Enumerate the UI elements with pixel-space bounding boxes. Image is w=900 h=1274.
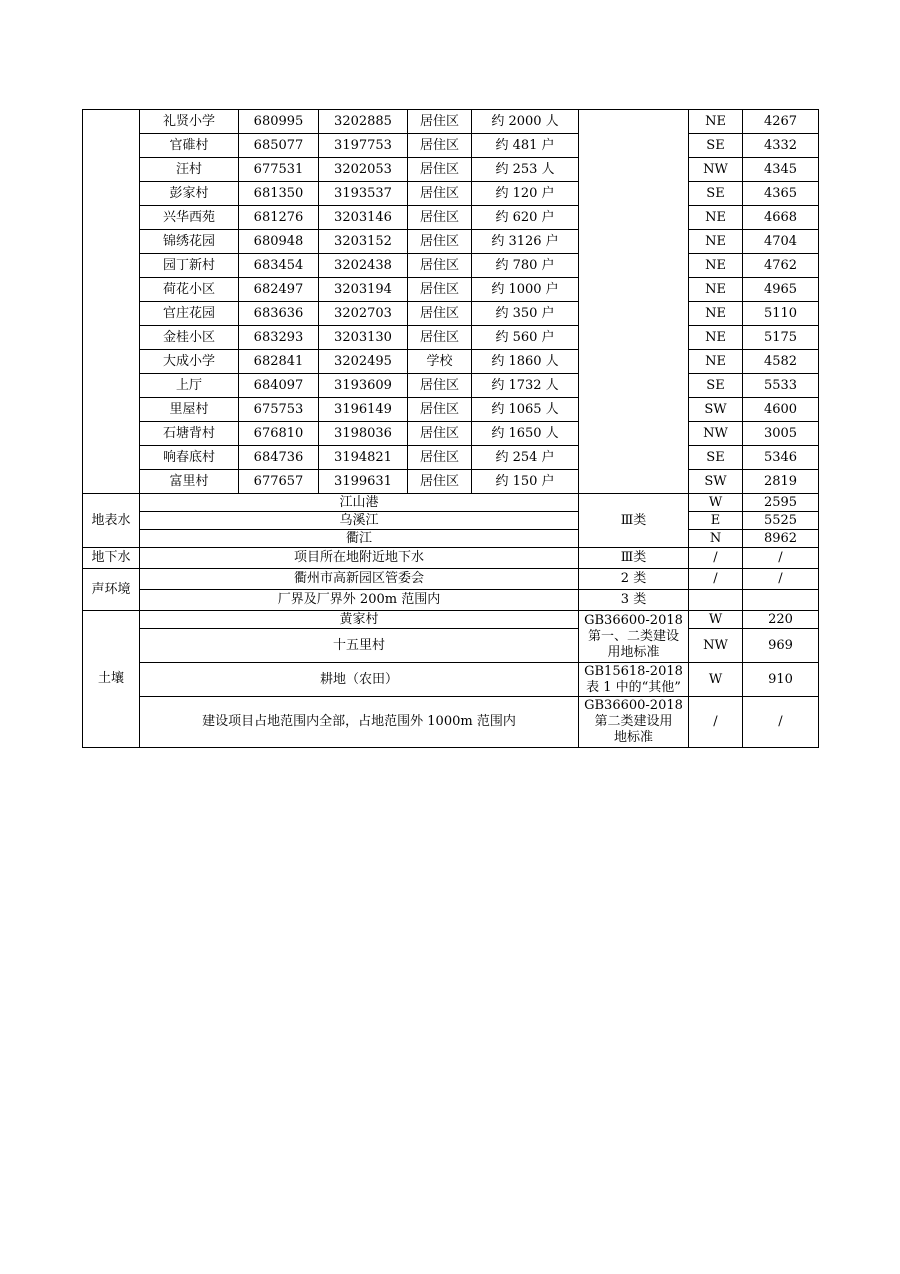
coord-x: 683636: [239, 302, 319, 326]
receptor-name: 荷花小区: [140, 278, 239, 302]
receptor-name: 官碓村: [140, 134, 239, 158]
receptor-name: 大成小学: [140, 350, 239, 374]
receptor-type: 居住区: [408, 470, 472, 494]
receptor-name: 石塘背村: [140, 422, 239, 446]
direction: /: [689, 569, 743, 590]
direction: SE: [689, 374, 743, 398]
target-name: 建设项目占地范围内全部，占地范围外 1000m 范围内: [140, 697, 579, 748]
table-row: [83, 374, 819, 398]
target-name: 项目所在地附近地下水: [140, 548, 579, 569]
receptor-type: 居住区: [408, 182, 472, 206]
distance: 5346: [743, 446, 819, 470]
coord-y: 3198036: [319, 422, 408, 446]
distance: 2595: [743, 494, 819, 512]
direction: NE: [689, 230, 743, 254]
distance: 4582: [743, 350, 819, 374]
coord-x: 685077: [239, 134, 319, 158]
table-row: [83, 110, 819, 134]
coord-y: 3196149: [319, 398, 408, 422]
receptor-name: 汪村: [140, 158, 239, 182]
target-name: 乌溪江: [140, 512, 579, 530]
receptor-scale: 约 1732 人: [472, 374, 579, 398]
coord-x: 683454: [239, 254, 319, 278]
table-row: [83, 326, 819, 350]
coord-y: 3203194: [319, 278, 408, 302]
direction: NE: [689, 254, 743, 278]
distance: 5175: [743, 326, 819, 350]
table-row: [83, 230, 819, 254]
table-row: [83, 254, 819, 278]
receptor-type: 居住区: [408, 398, 472, 422]
coord-x: 675753: [239, 398, 319, 422]
standard-line: 第二类建设用: [594, 714, 673, 729]
receptor-type: 居住区: [408, 302, 472, 326]
target-name: 十五里村: [140, 629, 579, 663]
table-row: [83, 134, 819, 158]
coord-x: 684097: [239, 374, 319, 398]
category-label: 地下水: [83, 548, 140, 569]
distance: 5533: [743, 374, 819, 398]
category-label: 土壤: [83, 611, 140, 748]
standard-cell-blank: [579, 110, 689, 494]
category-cell-blank: [83, 110, 140, 494]
distance: 4332: [743, 134, 819, 158]
distance: 5110: [743, 302, 819, 326]
coord-y: 3203152: [319, 230, 408, 254]
table-row: [83, 611, 819, 629]
standard: Ⅲ类: [579, 494, 689, 548]
table-row: [83, 422, 819, 446]
target-name: 衢州市高新园区管委会: [140, 569, 579, 590]
coord-x: 676810: [239, 422, 319, 446]
receptor-scale: 约 1065 人: [472, 398, 579, 422]
distance: /: [743, 548, 819, 569]
coord-x: 681350: [239, 182, 319, 206]
receptor-scale: 约 150 户: [472, 470, 579, 494]
receptor-name: 响春底村: [140, 446, 239, 470]
direction: SE: [689, 182, 743, 206]
receptor-type: 居住区: [408, 254, 472, 278]
coord-y: 3202438: [319, 254, 408, 278]
table-row: [83, 569, 819, 590]
direction: W: [689, 611, 743, 629]
direction: SW: [689, 470, 743, 494]
standard: [579, 611, 689, 663]
receptor-scale: 约 1650 人: [472, 422, 579, 446]
coord-y: 3202495: [319, 350, 408, 374]
coord-y: 3202703: [319, 302, 408, 326]
target-name: 耕地（农田）: [140, 663, 579, 697]
distance: 220: [743, 611, 819, 629]
direction: NE: [689, 110, 743, 134]
category-label: 声环境: [83, 569, 140, 611]
standard-line: 表 1 中的“其他”: [586, 679, 681, 695]
distance: 4668: [743, 206, 819, 230]
standard-line: 第一、二类建设: [587, 628, 679, 644]
distance: 969: [743, 629, 819, 663]
direction: N: [689, 530, 743, 548]
target-name: 厂界及厂界外 200m 范围内: [140, 590, 579, 611]
receptor-name: 锦绣花园: [140, 230, 239, 254]
table-row: [83, 182, 819, 206]
standard-line: GB36600-2018: [584, 612, 683, 628]
receptor-scale: 约 254 户: [472, 446, 579, 470]
table-row: [83, 206, 819, 230]
receptor-name: 礼贤小学: [140, 110, 239, 134]
distance: /: [743, 697, 819, 748]
target-name: 衢江: [140, 530, 579, 548]
receptor-scale: 约 2000 人: [472, 110, 579, 134]
receptor-scale: 约 560 户: [472, 326, 579, 350]
standard: [579, 663, 689, 697]
direction: NW: [689, 629, 743, 663]
receptor-scale: 约 1860 人: [472, 350, 579, 374]
coord-y: 3194821: [319, 446, 408, 470]
direction: [689, 590, 743, 611]
direction: SW: [689, 398, 743, 422]
distance: 4267: [743, 110, 819, 134]
receptor-name: 彭家村: [140, 182, 239, 206]
standard-line: GB15618-2018: [584, 663, 683, 679]
distance: 4762: [743, 254, 819, 278]
direction: NE: [689, 206, 743, 230]
distance: 4704: [743, 230, 819, 254]
direction: SE: [689, 134, 743, 158]
receptor-scale: 约 120 户: [472, 182, 579, 206]
receptor-type: 居住区: [408, 230, 472, 254]
table-row: [83, 494, 819, 512]
receptor-type: 居住区: [408, 158, 472, 182]
coord-x: 682497: [239, 278, 319, 302]
receptor-type: 居住区: [408, 206, 472, 230]
coord-x: 681276: [239, 206, 319, 230]
table-row: [83, 548, 819, 569]
standard: 2 类: [579, 569, 689, 590]
table-row: [83, 278, 819, 302]
direction: /: [689, 697, 743, 748]
coord-y: 3202885: [319, 110, 408, 134]
target-name: 江山港: [140, 494, 579, 512]
receptor-name: 上厅: [140, 374, 239, 398]
receptor-name: 兴华西苑: [140, 206, 239, 230]
direction: NE: [689, 350, 743, 374]
receptor-scale: 约 350 户: [472, 302, 579, 326]
table-row: [83, 302, 819, 326]
receptor-type: 居住区: [408, 134, 472, 158]
receptor-type: 居住区: [408, 110, 472, 134]
direction: SE: [689, 446, 743, 470]
direction: NW: [689, 422, 743, 446]
distance: 4965: [743, 278, 819, 302]
table-row: [83, 446, 819, 470]
direction: /: [689, 548, 743, 569]
receptor-name: 富里村: [140, 470, 239, 494]
receptor-scale: 约 780 户: [472, 254, 579, 278]
direction: E: [689, 512, 743, 530]
coord-x: 677657: [239, 470, 319, 494]
coord-x: 680995: [239, 110, 319, 134]
coord-y: 3193537: [319, 182, 408, 206]
distance: 910: [743, 663, 819, 697]
distance: 5525: [743, 512, 819, 530]
receptor-type: 居住区: [408, 278, 472, 302]
receptor-type: 居住区: [408, 422, 472, 446]
receptor-name: 园丁新村: [140, 254, 239, 278]
coord-y: 3203130: [319, 326, 408, 350]
table-row: [83, 158, 819, 182]
coord-y: 3197753: [319, 134, 408, 158]
distance: 4345: [743, 158, 819, 182]
standard-line: GB36600-2018: [584, 698, 683, 713]
coord-x: 683293: [239, 326, 319, 350]
distance: 8962: [743, 530, 819, 548]
receptor-scale: 约 3126 户: [472, 230, 579, 254]
standard-line: 地标准: [613, 730, 653, 745]
coord-x: 677531: [239, 158, 319, 182]
distance: [743, 590, 819, 611]
distance: /: [743, 569, 819, 590]
distance: 3005: [743, 422, 819, 446]
distance: 4365: [743, 182, 819, 206]
receptor-scale: 约 253 人: [472, 158, 579, 182]
table-row: [83, 470, 819, 494]
standard: Ⅲ类: [579, 548, 689, 569]
receptor-scale: 约 481 户: [472, 134, 579, 158]
table-row: [83, 398, 819, 422]
table-row: [83, 629, 819, 663]
receptor-type: 学校: [408, 350, 472, 374]
coord-y: 3203146: [319, 206, 408, 230]
coord-x: 680948: [239, 230, 319, 254]
table-body: [83, 110, 819, 748]
direction: W: [689, 494, 743, 512]
table-row: [83, 512, 819, 530]
direction: NW: [689, 158, 743, 182]
coord-y: 3199631: [319, 470, 408, 494]
standard: 3 类: [579, 590, 689, 611]
table-row: [83, 590, 819, 611]
coord-x: 682841: [239, 350, 319, 374]
distance: 4600: [743, 398, 819, 422]
table-row: [83, 530, 819, 548]
category-label: 地表水: [83, 494, 140, 548]
receptor-name: 里屋村: [140, 398, 239, 422]
environment-sensitive-targets-table: [82, 109, 819, 748]
receptor-scale: 约 620 户: [472, 206, 579, 230]
standard: [579, 697, 689, 748]
coord-y: 3193609: [319, 374, 408, 398]
coord-x: 684736: [239, 446, 319, 470]
receptor-type: 居住区: [408, 326, 472, 350]
distance: 2819: [743, 470, 819, 494]
table-row: [83, 350, 819, 374]
coord-y: 3202053: [319, 158, 408, 182]
receptor-type: 居住区: [408, 446, 472, 470]
receptor-name: 官庄花园: [140, 302, 239, 326]
table-row: [83, 697, 819, 748]
direction: W: [689, 663, 743, 697]
direction: NE: [689, 302, 743, 326]
table-row: [83, 663, 819, 697]
receptor-name: 金桂小区: [140, 326, 239, 350]
direction: NE: [689, 326, 743, 350]
receptor-type: 居住区: [408, 374, 472, 398]
direction: NE: [689, 278, 743, 302]
standard-line: 用地标准: [607, 644, 660, 660]
target-name: 黄家村: [140, 611, 579, 629]
receptor-scale: 约 1000 户: [472, 278, 579, 302]
